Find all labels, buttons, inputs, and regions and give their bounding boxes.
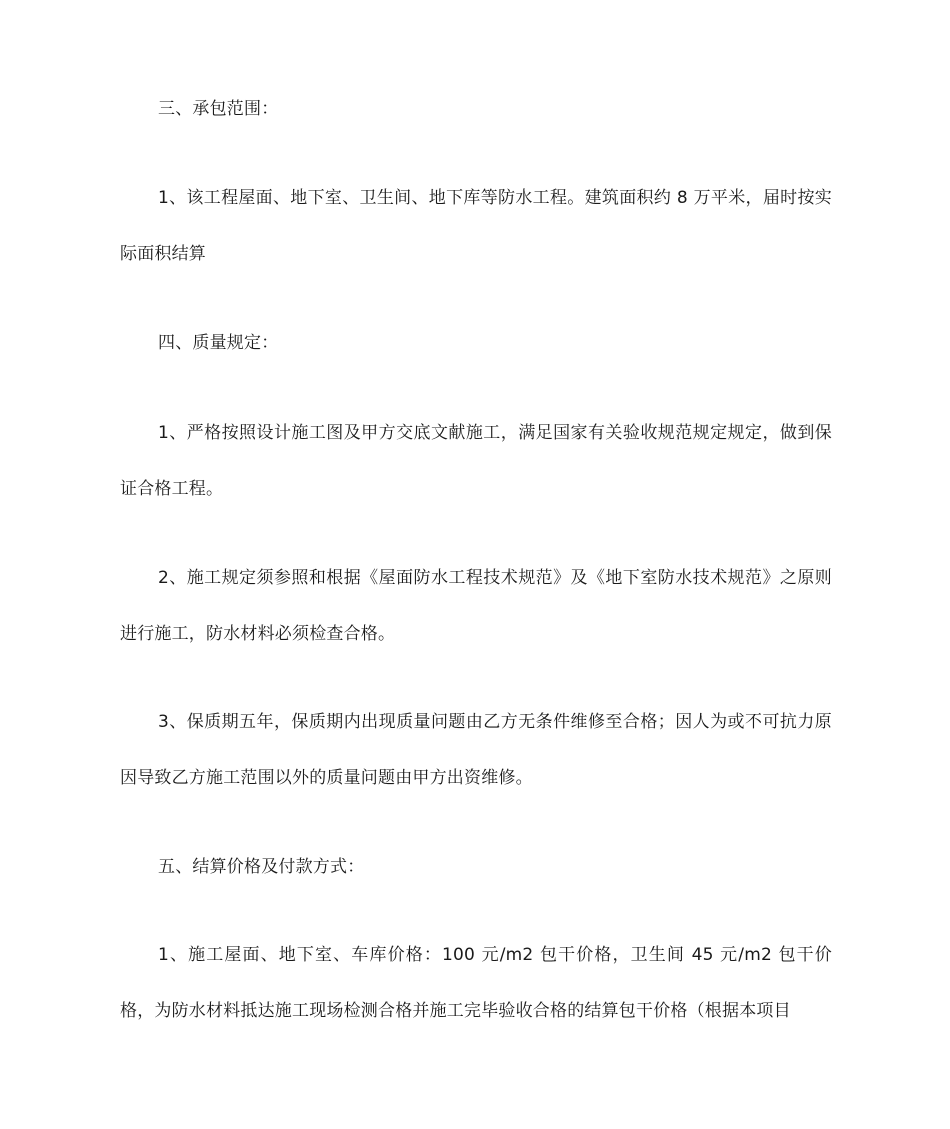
section-heading-settlement: 五、结算价格及付款方式： xyxy=(158,857,365,877)
quality-item-3: 3、保质期五年，保质期内出现质量问题由乙方无条件维修至合格；因人为或不可抗力原因导致乙方施工范围以外的质量问题由甲方出资维修。 xyxy=(120,712,832,788)
settlement-item-1: 1、施工屋面、地下室、车库价格：100 元/m2 包干价格，卫生间 45 元/m2 包干价格，为防水材料抵达施工现场检测合格并施工完毕验收合格的结算包干价格（根据本项目 xyxy=(120,945,832,1021)
quality-item-2: 2、施工规定须参照和根据《屋面防水工程技术规范》及《地下室防水技术规范》之原则进行施工，防水材料必须检查合格。 xyxy=(120,568,832,644)
scope-item-1: 1、该工程屋面、地下室、卫生间、地下库等防水工程。建筑面积约 8 万平米，届时按实际面积结算 xyxy=(120,188,832,264)
section-heading-scope: 三、承包范围： xyxy=(158,99,279,119)
section-heading-quality: 四、质量规定： xyxy=(158,333,279,353)
quality-item-1: 1、严格按照设计施工图及甲方交底文献施工，满足国家有关验收规范规定规定，做到保证合格工程。 xyxy=(120,423,832,499)
